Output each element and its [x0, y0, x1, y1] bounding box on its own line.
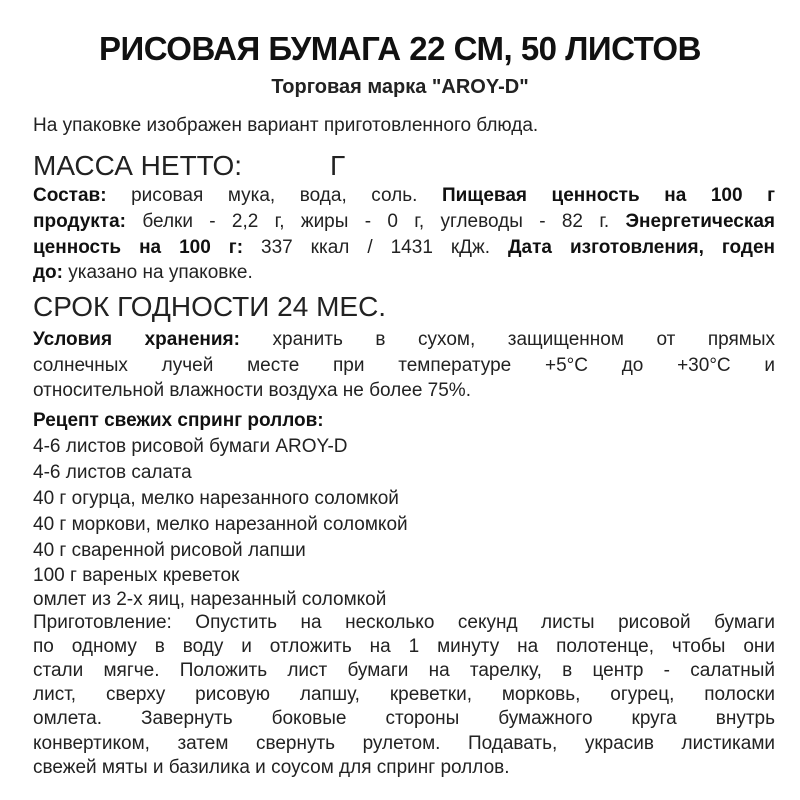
storage-line-1 — [33, 329, 775, 351]
expiry-text: указано на упаковке. — [63, 262, 253, 283]
composition-line-4 — [33, 262, 253, 284]
ingredient-item: 40 г огурца, мелко нарезанного соломкой — [33, 488, 399, 509]
energy-label-cont: ценность на 100 г: — [33, 237, 244, 258]
net-weight-unit: Г — [330, 150, 346, 181]
manufacture-date-label: Дата изготовления, годен — [508, 237, 775, 258]
nutrition-label: Пищевая ценность на 100 г — [441, 185, 775, 206]
shelf-life: СРОК ГОДНОСТИ 24 МЕС. — [33, 291, 387, 322]
nutrition-values: белки - 2,2 г, жиры - 0 г, углеводы - 82 г. — [126, 211, 626, 232]
ingredient-item: 4-6 листов рисовой бумаги AROY-D — [33, 436, 348, 457]
preparation-line: свежей мяты и базилика и соусом для спринг роллов. — [33, 757, 510, 778]
storage-label: Условия хранения: — [33, 329, 240, 350]
composition-label: Состав: — [33, 185, 107, 206]
ingredient-item: 4-6 листов салата — [33, 462, 192, 483]
composition-text: рисовая мука, вода, соль. — [106, 185, 442, 206]
ingredient-item: 40 г сваренной рисовой лапши — [33, 540, 306, 561]
storage-text: хранить в сухом, защищенном от прямых — [239, 329, 775, 350]
expiry-label: до: — [33, 262, 63, 283]
preparation-line: Приготовление: Опустить на несколько секунд листы рисовой бумаги — [33, 612, 775, 633]
product-label-text: продукта: — [33, 211, 127, 232]
recipe-title — [33, 410, 324, 432]
preparation-line: стали мягче. Положить лист бумаги на тарелку, в центр - салатный — [33, 660, 775, 681]
energy-values: 337 ккал / 1431 кДж. — [243, 237, 509, 258]
package-notice: На упаковке изображен вариант приготовленного блюда. — [33, 115, 539, 136]
composition-line-3 — [33, 237, 775, 259]
storage-line-2: солнечных лучей месте при температуре +5°С до +30°С и — [33, 355, 775, 376]
preparation-line: по одному в воду и отложить на 1 минуту на полотенце, чтобы они — [33, 636, 775, 657]
ingredient-item: 40 г моркови, мелко нарезанной соломкой — [33, 514, 408, 535]
net-weight-label: МАССА НЕТТО: — [33, 150, 243, 181]
energy-label: Энергетическая — [625, 211, 775, 232]
preparation-line: лист, сверху рисовую лапшу, креветки, морковь, огурец, полоски — [33, 684, 775, 705]
brand-line: Торговая марка "AROY-D" — [271, 76, 529, 98]
recipe-title-text: Рецепт свежих спринг роллов: — [33, 410, 324, 431]
composition-line-2 — [33, 211, 775, 233]
ingredient-item: омлет из 2-х яиц, нарезанный соломкой — [33, 589, 387, 610]
storage-line-3: относительной влажности воздуха не более 75%. — [33, 380, 471, 401]
preparation-line: конвертиком, затем свернуть рулетом. Подавать, украсив листиками — [33, 733, 775, 754]
composition-line-1 — [33, 185, 775, 207]
product-title: РИСОВАЯ БУМАГА 22 СМ, 50 ЛИСТОВ — [99, 30, 701, 67]
ingredient-item: 100 г вареных креветок — [33, 565, 240, 586]
preparation-line: омлета. Завернуть боковые стороны бумажного круга внутрь — [33, 708, 775, 729]
